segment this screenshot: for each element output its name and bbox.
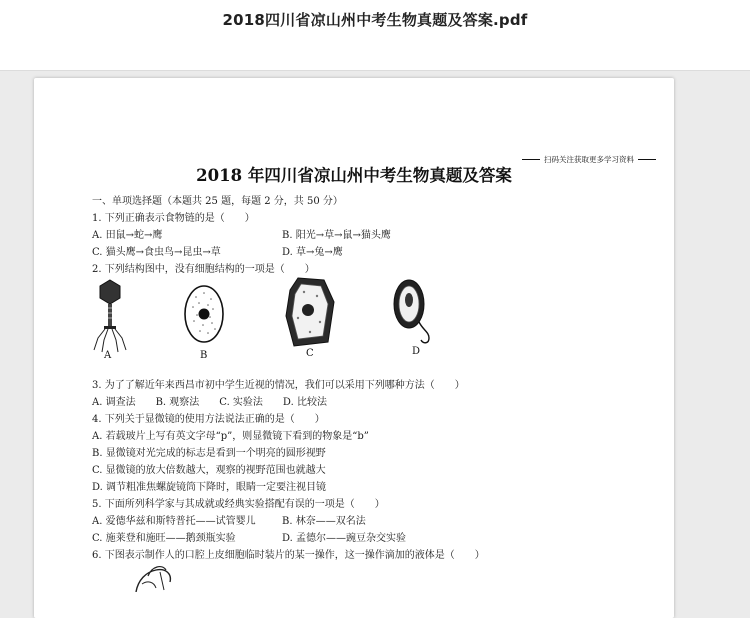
q6-stem: 6. 下图表示制作人的口腔上皮细胞临时装片的某一操作，这一操作滴加的液体是（ ）: [92, 550, 485, 561]
file-title: 2018四川省凉山州中考生物真题及答案.pdf: [222, 11, 528, 29]
q4-option-c: C. 显微镜的放大倍数越大，观察的视野范围也就越大: [92, 465, 326, 476]
q1-option-c: C. 猫头鹰→食虫鸟→昆虫→草: [92, 247, 221, 258]
figure-label-b: B: [200, 350, 208, 361]
banner-rule-right: [638, 159, 656, 160]
q1-option-a: A. 田鼠→蛇→鹰: [92, 230, 163, 241]
pdf-page[interactable]: [34, 78, 674, 618]
banner-rule-left: [522, 159, 540, 160]
q5-stem: 5. 下面所列科学家与其成就或经典实验搭配有误的一项是（ ）: [92, 499, 385, 510]
section-heading: 一、单项选择题（本题共 25 题，每题 2 分，共 50 分）: [92, 196, 343, 207]
q1-option-d: D. 草→兔→鹰: [282, 247, 343, 258]
figure-label-a: A: [104, 350, 112, 361]
q3-stem: 3. 为了了解近年来西昌市初中学生近视的情况，我们可以采用下列哪种方法（ ）: [92, 380, 465, 391]
q2-stem: 2. 下列结构图中，没有细胞结构的一项是（ ）: [92, 264, 315, 275]
q4-stem: 4. 下列关于显微镜的使用方法说法正确的是（ ）: [92, 414, 325, 425]
q3-options: A. 调查法 B. 观察法 C. 实验法 D. 比较法: [92, 397, 327, 408]
figure-label-d: D: [412, 346, 421, 357]
cell-b-figure: [182, 283, 226, 345]
q4-option-b: B. 显微镜对光完成的标志是看到一个明亮的圆形视野: [92, 448, 326, 459]
q4-option-d: D. 调节粗准焦螺旋镜筒下降时，眼睛一定要注视目镜: [92, 482, 327, 493]
q1-option-b: B. 阳光→草→鼠→猫头鹰: [282, 230, 391, 241]
q1-options-row1: [92, 226, 391, 241]
q1-stem: 1. 下列正确表示食物链的是（ ）: [92, 213, 255, 224]
cell-c-figure: [284, 276, 336, 348]
viewer-header: [0, 0, 750, 71]
virus-figure: [90, 278, 130, 358]
q5-options-row2: [92, 529, 407, 544]
q5-options-row1: [92, 512, 366, 527]
dropper-hand-figure: [126, 562, 186, 592]
q5-option-a: A. 爱德华兹和斯特普托——试管婴儿: [92, 516, 256, 527]
q1-options-row2: [92, 243, 343, 258]
q5-option-c: C. 施莱登和施旺——鹅颈瓶实验: [92, 533, 236, 544]
banner-text: 扫码关注获取更多学习资料: [544, 155, 634, 164]
document-title: 2018 年四川省凉山州中考生物真题及答案: [196, 166, 512, 185]
q4-option-a: A. 若载玻片上写有英文字母“p”，则显微镜下看到的物象是“b”: [92, 431, 369, 442]
cell-d-figure: [389, 278, 435, 348]
q5-option-d: D. 孟德尔——豌豆杂交实验: [282, 533, 407, 544]
q5-option-b: B. 林奈——双名法: [282, 516, 366, 527]
figure-label-c: C: [306, 348, 314, 359]
